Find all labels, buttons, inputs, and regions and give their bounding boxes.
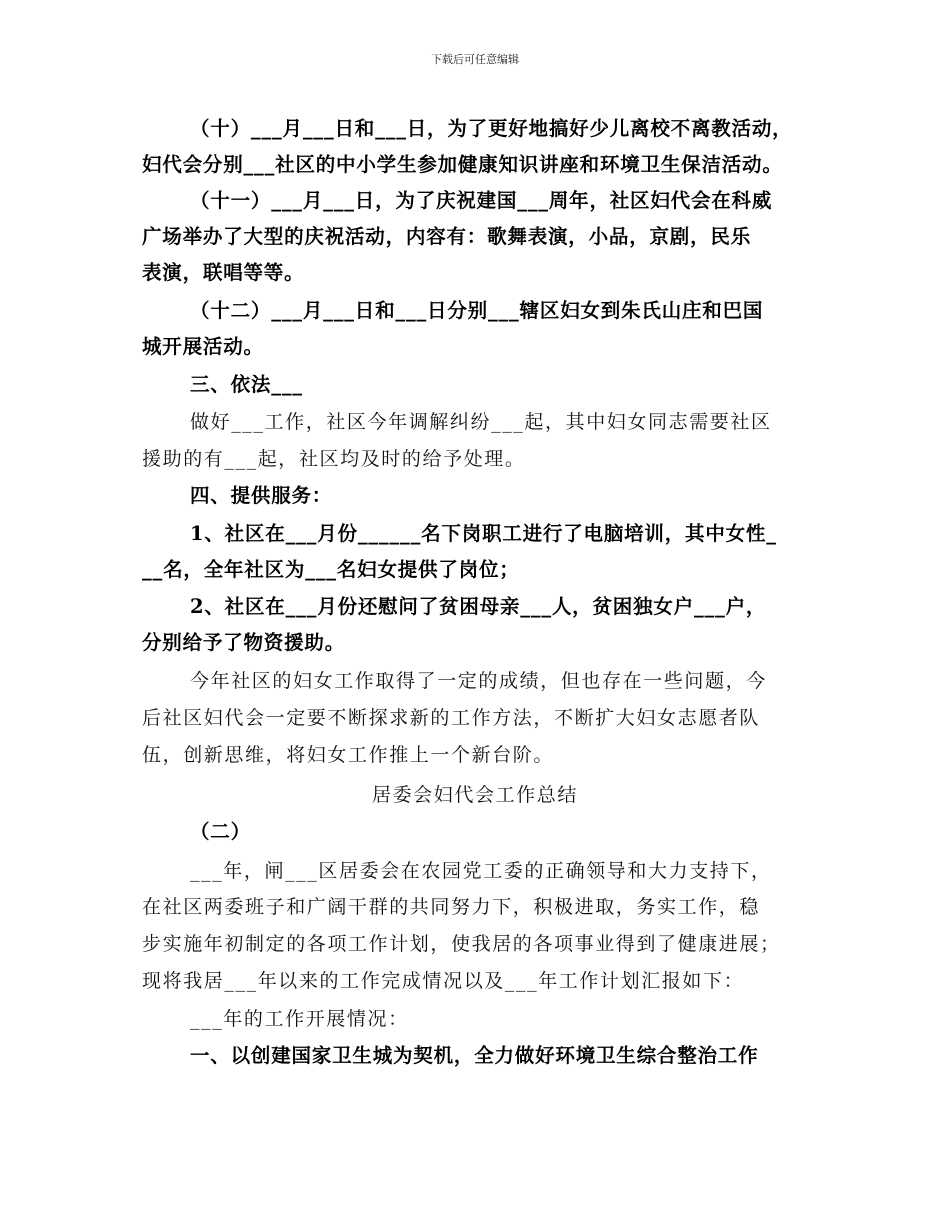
- paragraph-line: 广场举办了大型的庆祝活动，内容有：歌舞表演，小品，京剧，民乐: [142, 225, 752, 248]
- paragraph-line: 在社区两委班子和广阔干群的共同努力下，积极进取，务实工作，稳: [142, 896, 761, 918]
- paragraph-line: ___年的工作开展情况：: [190, 1008, 409, 1030]
- page-header: 下载后可任意编辑: [431, 53, 519, 66]
- paragraph-line: ___年，闸___区居委会在农园党工委的正确领导和大力支持下，: [190, 860, 772, 882]
- paragraph-line: 步实施年初制定的各项工作计划，使我居的各项事业得到了健康进展；: [142, 933, 781, 955]
- paragraph-line: 做好___工作，社区今年调解纠纷___起，其中妇女同志需要社区: [190, 411, 772, 433]
- paragraph-line: 城开展活动。: [142, 335, 264, 358]
- paragraph-line: 后社区妇代会一定要不断探求新的工作方法，不断扩大妇女志愿者队: [142, 707, 761, 729]
- paragraph-line: （十二）___月___日和___日分别___辖区妇女到朱氏山庄和巴国: [190, 299, 764, 322]
- paragraph-line: 分别给予了物资援助。: [142, 631, 346, 654]
- paragraph-line: __名，全年社区为___名妇女提供了岗位；: [142, 558, 520, 581]
- paragraph-line: 援助的有___起，社区均及时的给予处理。: [142, 448, 526, 470]
- paragraph-line: 表演，联唱等等。: [142, 261, 305, 284]
- document-title: 居委会妇代会工作总结: [371, 784, 578, 806]
- subtitle: （二）: [190, 820, 251, 843]
- section-heading: 三、依法___: [190, 373, 303, 396]
- paragraph-line: 2、社区在___月份还慰问了贫困母亲___人，贫困独女户___户，: [190, 595, 767, 618]
- section-heading: 四、提供服务：: [190, 484, 333, 507]
- paragraph-line: 伍，创新思维，将妇女工作推上一个新台阶。: [142, 744, 555, 766]
- paragraph-line: 现将我居___年以来的工作完成情况以及___年工作计划汇报如下：: [142, 970, 745, 992]
- section-heading: 一、以创建国家卫生城为契机，全力做好环境卫生综合整治工作: [190, 1044, 759, 1067]
- paragraph-line: 今年社区的妇女工作取得了一定的成绩，但也存在一些问题，今: [190, 670, 767, 692]
- paragraph-line: 1、社区在___月份______名下岗职工进行了电脑培训，其中女性_: [190, 522, 777, 545]
- paragraph-line: 妇代会分别___社区的中小学生参加健康知识讲座和环境卫生保洁活动。: [142, 153, 783, 176]
- paragraph-line: （十一）___月___日，为了庆祝建国___周年，社区妇代会在科威: [190, 189, 773, 212]
- paragraph-line: （十）___月___日和___日，为了更好地搞好少儿离校不离教活动，: [190, 117, 793, 140]
